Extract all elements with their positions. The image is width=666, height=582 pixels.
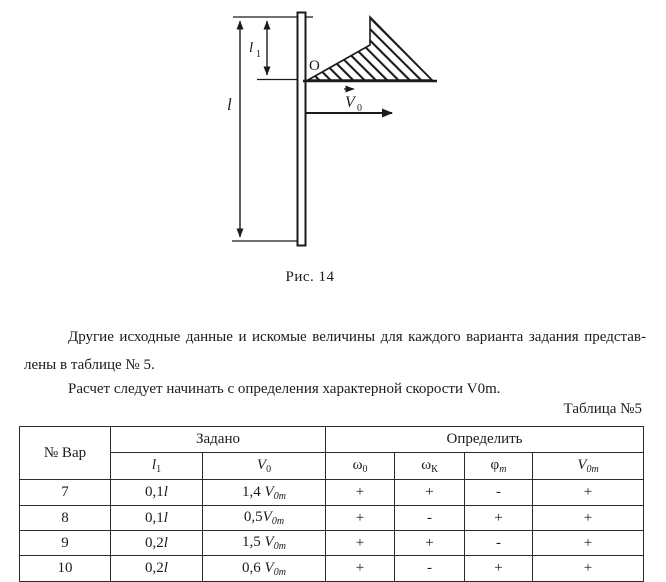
header-omegak: $\omega_К$ xyxy=(395,453,465,480)
cell-omega0: + xyxy=(326,480,395,506)
header-omega0: $\omega_0$ xyxy=(326,453,395,480)
cell-v0m: + xyxy=(533,556,644,582)
table-row xyxy=(20,556,644,582)
header-phim: $\varphi_m$ xyxy=(465,453,533,480)
paragraph-1-line-1: Другие исходные данные и искомые величины для каждого варианта задания представ- xyxy=(68,329,646,345)
cell-variant: 10 xyxy=(20,556,111,582)
variants-table xyxy=(19,426,644,582)
cell-variant: 7 xyxy=(20,480,111,506)
cell-v0m: + xyxy=(533,531,644,556)
table-row xyxy=(20,531,644,556)
label-upper-length-sub: 1 xyxy=(256,49,261,60)
label-total-length: l xyxy=(227,95,232,114)
cell-v0m: + xyxy=(533,480,644,506)
table-row xyxy=(20,480,644,506)
cell-v0m: + xyxy=(533,506,644,531)
cell-phim: + xyxy=(465,556,533,582)
cell-omegak: - xyxy=(395,506,465,531)
header-l1: $l_1$ xyxy=(111,453,203,480)
header-group-find: Определить xyxy=(326,427,644,453)
cell-omegak: - xyxy=(395,556,465,582)
cell-omega0: + xyxy=(326,506,395,531)
figure-caption: Рис. 14 xyxy=(285,269,335,285)
label-velocity: V xyxy=(345,94,355,111)
cell-phim: - xyxy=(465,480,533,506)
label-origin-point: O xyxy=(309,58,320,74)
rod xyxy=(298,13,306,246)
cell-l1: 0,1l xyxy=(111,480,203,506)
header-v0m: $V_{0m}$ xyxy=(533,453,644,480)
cell-l1: 0,2l xyxy=(111,556,203,582)
cell-variant: 8 xyxy=(20,506,111,531)
cell-variant: 9 xyxy=(20,531,111,556)
cell-v0: 0,6 $V_{0m}$ xyxy=(203,556,326,582)
cell-l1: 0,1l xyxy=(111,506,203,531)
cell-omegak: + xyxy=(395,531,465,556)
table-header-row-2 xyxy=(20,453,644,480)
cell-v0: $0,5V_{0m}$ xyxy=(203,506,326,531)
wall-hatching xyxy=(308,17,432,80)
cell-phim: - xyxy=(465,531,533,556)
cell-omega0: + xyxy=(326,556,395,582)
cell-omega0: + xyxy=(326,531,395,556)
cell-omegak: + xyxy=(395,480,465,506)
header-v0: $V_0$ xyxy=(203,453,326,480)
paragraph-1-line-2: лены в таблице № 5. xyxy=(24,357,155,373)
header-group-given: Задано xyxy=(111,427,326,453)
cell-phim: + xyxy=(465,506,533,531)
label-velocity-sub: 0 xyxy=(357,103,362,114)
header-variant: № Вар xyxy=(20,427,111,480)
label-upper-length: l xyxy=(249,40,254,56)
cell-v0: 1,4 $V_{0m}$ xyxy=(203,480,326,506)
cell-v0: 1,5 $V_{0m}$ xyxy=(203,531,326,556)
cell-l1: 0,2l xyxy=(111,531,203,556)
table-label: Таблица №5 xyxy=(563,401,642,417)
paragraph-2: Расчет следует начинать с определения характерной скорости V0m. xyxy=(68,381,501,397)
table-header-row-1 xyxy=(20,427,644,453)
table-row xyxy=(20,506,644,531)
